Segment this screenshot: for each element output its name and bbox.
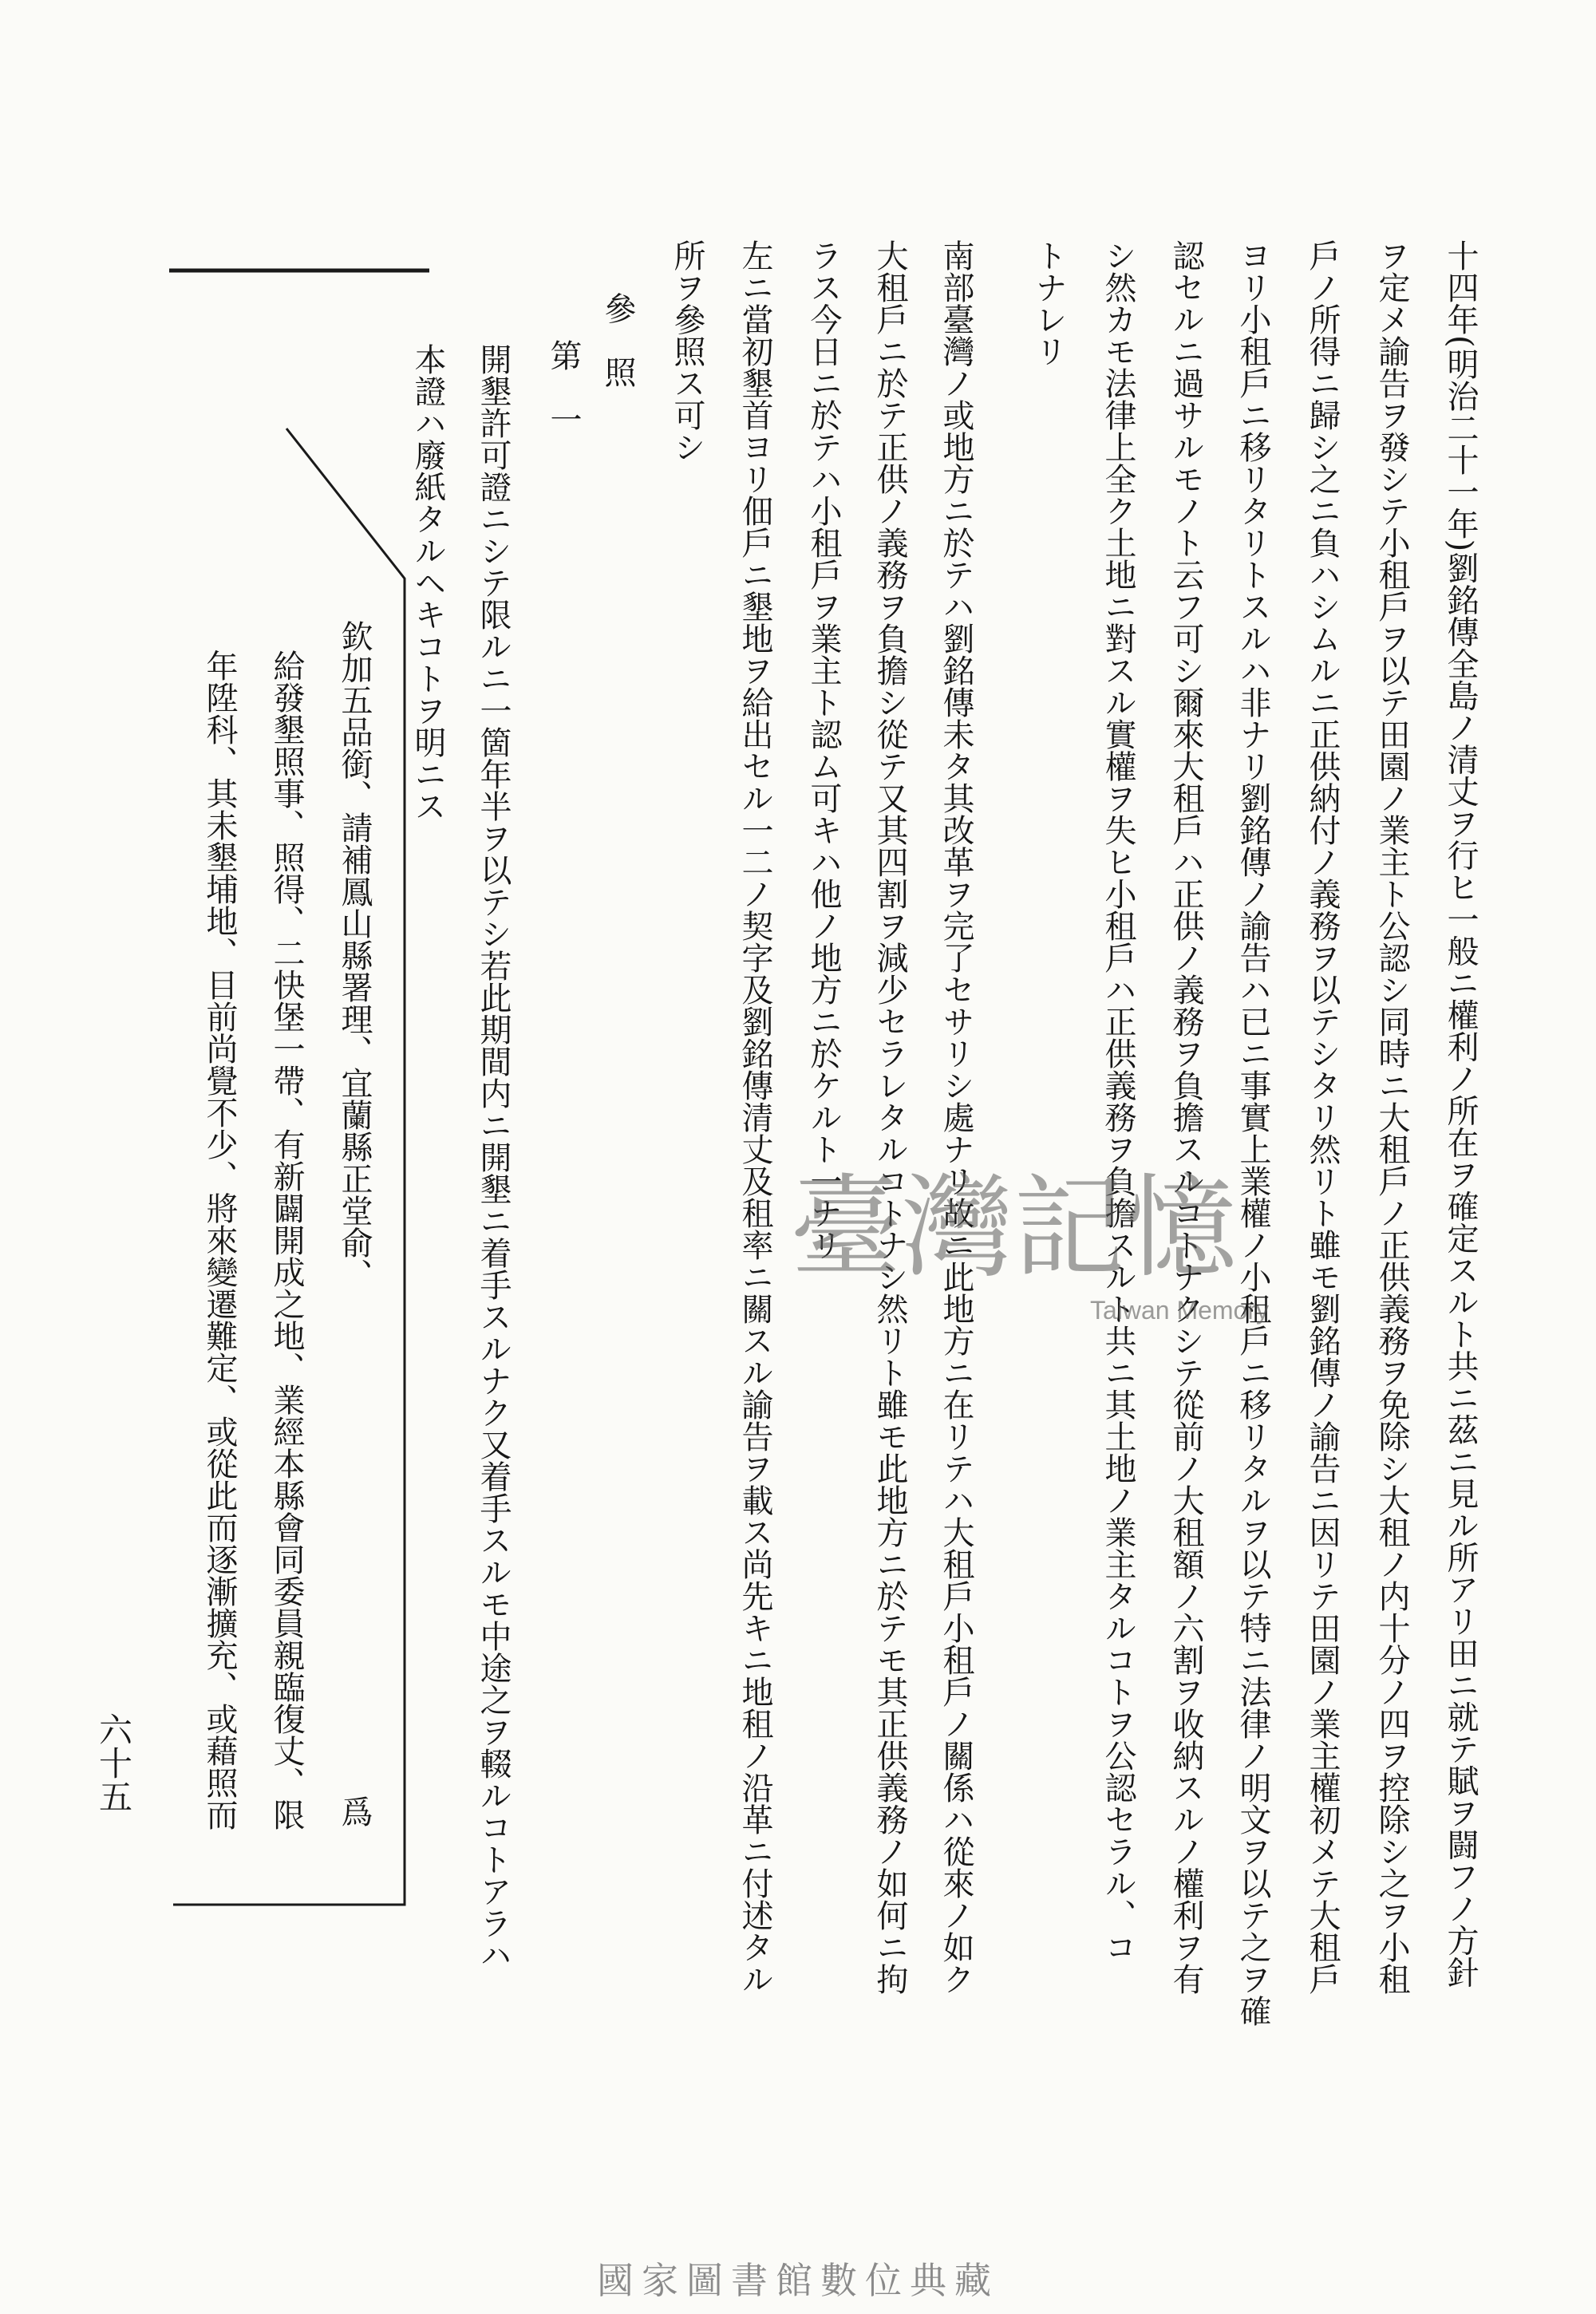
body-line-12: 所ヲ參照ス可シ — [669, 239, 705, 463]
body-line-9: 大租戶ニ於テ正供ノ義務ヲ負擔シ從テ又其四割ヲ減少セラレタルコトナシ然リト雖モ此地方ニ於テモ其正供義務ノ如何ニ拘 — [871, 239, 908, 1995]
reference-number: 第 一 — [545, 339, 582, 435]
body-line-11: 左ニ當初墾首ヨリ佃戶ニ墾地ヲ給出セル一二ノ契字及劉銘傳清丈及租率ニ關スル諭告ヲ載ス尚先キニ地租ノ沿革ニ付述タル — [737, 239, 773, 1995]
body-line-5: 認セルニ過サルモノト云フ可シ爾來大租戶ハ正供ノ義務ヲ負擔スルコトナクシテ從前ノ大租額ノ六割ヲ收納スルノ權利ヲ有 — [1167, 239, 1204, 1995]
body-line-6: シ然カモ法律上全ク土地ニ對スル實權ヲ失ヒ小租戶ハ正供義務ヲ負擔スルト共ニ其土地ノ業主タルコトヲ公認セラル、コ — [1100, 239, 1136, 1963]
watermark-logo: 臺灣記憶 — [790, 1163, 1238, 1293]
body-line-10: ラス今日ニ於テハ小租戶ヲ業主ト認ム可キハ他ノ地方ニ於ケルト一ナリ — [805, 239, 842, 1261]
body-line-2: ヲ定メ諭告ヲ發シテ小租戶ヲ以テ田園ノ業主ト公認シ同時ニ大租戶ノ正供義務ヲ免除シ大租ノ内十分ノ四ヲ控除シ之ヲ小租 — [1373, 239, 1410, 1995]
reference-note-line-2: 本證ハ廢紙タルヘキコトヲ明ニス — [409, 343, 446, 822]
page-number: 六十五 — [94, 1712, 133, 1813]
body-line-8: 南部臺灣ノ或地方ニ於テハ劉銘傳未タ其改革ヲ完了セサリシ處ナリ故ニ此地方ニ在リテハ大租戶小租戶ノ關係ハ從來ノ如ク — [938, 239, 974, 1995]
excerpt-line-1: 欽加五品銜、請補鳳山縣署理、宜蘭縣正堂俞、 — [336, 620, 373, 1290]
reference-note-line-1: 開墾許可證ニシテ限ルニ一箇年半ヲ以テシ若此期間内ニ開墾ニ着手スルナク又着手スルモ中途之ヲ輟ルコトアラハ — [475, 343, 512, 1971]
body-line-3: 戶ノ所得ニ歸シ之ニ負ハシムルニ正供納付ノ義務ヲ以テシタリ然リト雖モ劉銘傳ノ諭告ニ因リテ田園ノ業主權初メテ大租戶 — [1304, 239, 1341, 1995]
archive-footer: 國家圖書館數位典藏 — [597, 2260, 999, 2301]
body-line-4: ヨリ小租戶ニ移リタリトスルハ非ナリ劉銘傳ノ諭告ハ已ニ事實上業權ノ小租戶ニ移リタルヲ以テ特ニ法律ノ明文ヲ以テ之ヲ確 — [1235, 239, 1271, 2027]
reference-heading: 參 照 — [599, 292, 636, 388]
watermark-subtext: Taiwan Memory — [1089, 1296, 1269, 1325]
excerpt-line-3: 年陞科、其未墾埔地、目前尚覺不少、將來變遷難定、或從此而逐漸擴充、或藉照而 — [201, 650, 238, 1830]
body-line-7: トナレリ — [1030, 239, 1067, 367]
body-line-1: 十四年(明治二十一年)劉銘傳全島ノ清丈ヲ行ヒ一般ニ權利ノ所在ヲ確定スルト共ニ茲ニ見ル所アリ田ニ就テ賦ヲ闘フノ方針 — [1442, 239, 1479, 1988]
excerpt-trailing-char: 爲 — [336, 1795, 373, 1827]
excerpt-line-2: 給發墾照事、照得、二快堡一帶、有新闢開成之地、業經本縣會同委員親臨復丈、限 — [268, 650, 305, 1830]
